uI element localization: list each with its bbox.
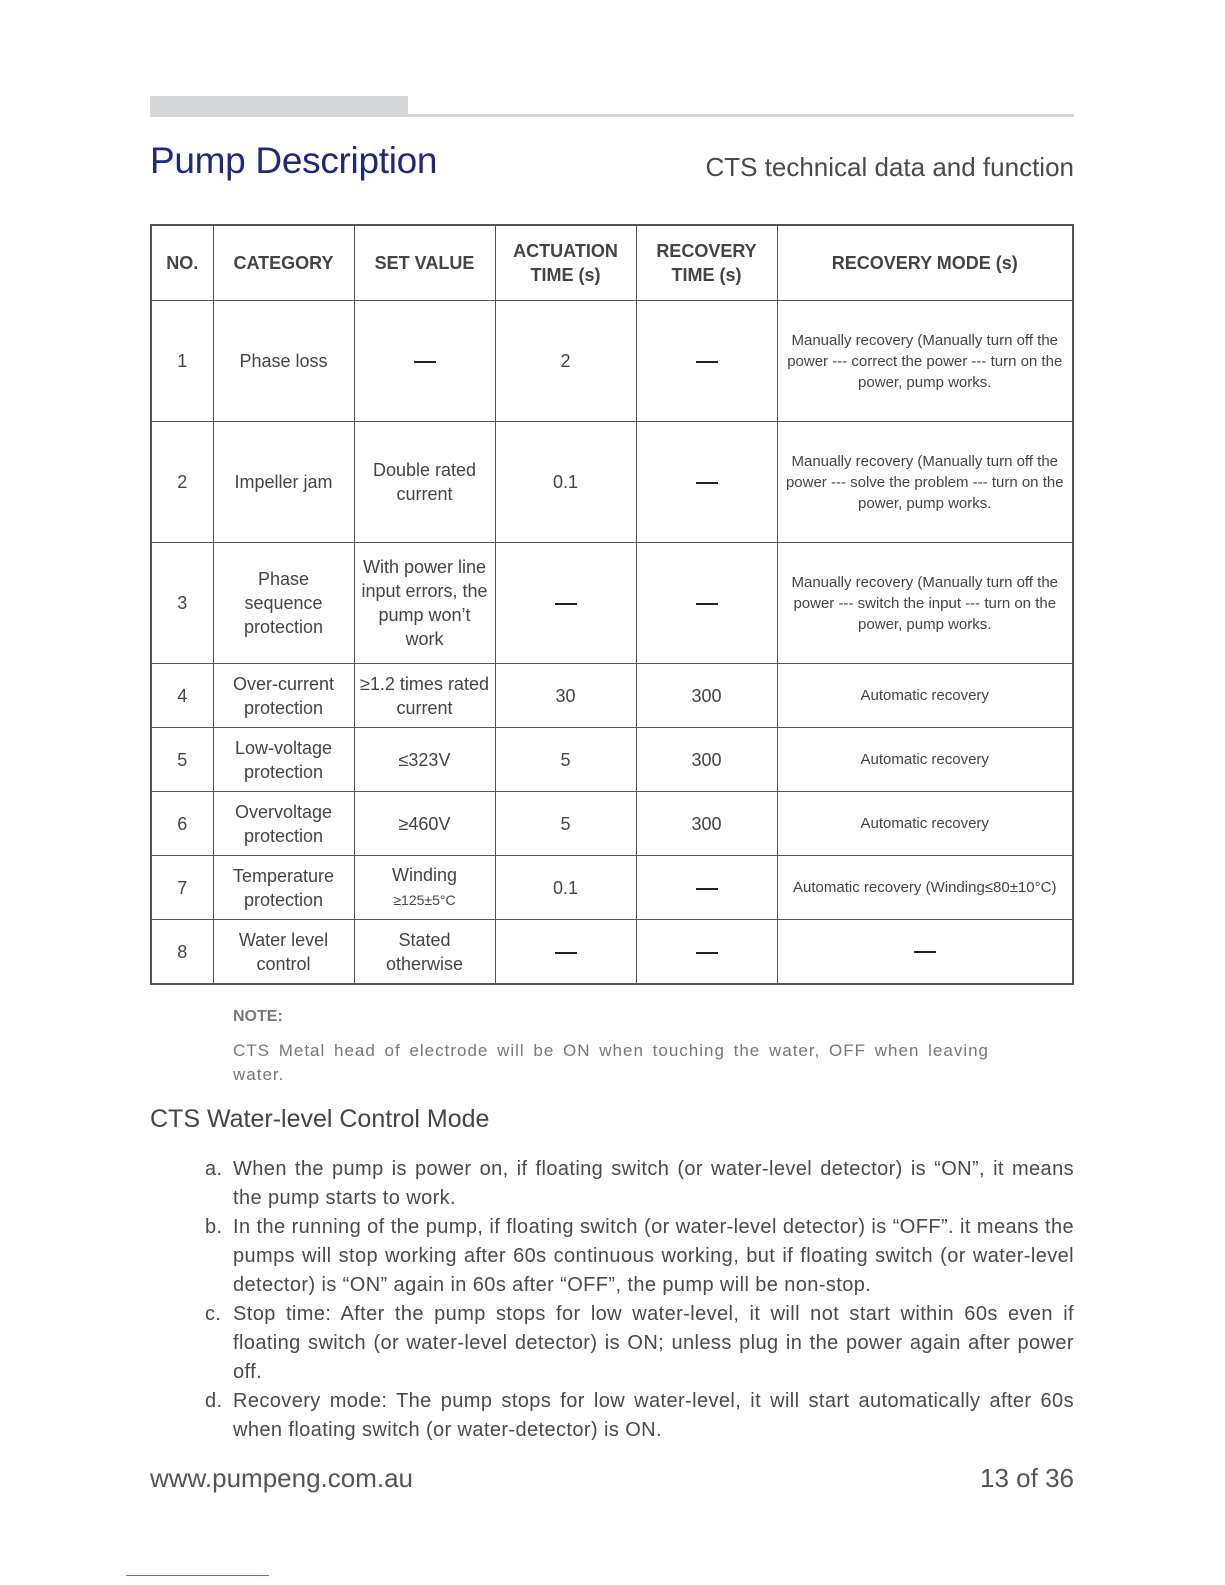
list-item [205, 1387, 1074, 1445]
list-item-text: Stop time: After the pump stops for low water-level, it will not start within 60s even if floating switch (or water-level detector) is ON; unless plug in the power again after power off. [233, 1303, 1074, 1383]
page-title: Pump Description [150, 140, 438, 181]
cell-category: Phase sequence protection [213, 543, 354, 664]
table-row [151, 728, 1073, 792]
cell-recovery-mode: Manually recovery (Manually turn off the power --- correct the power --- turn on the power, pump works. [777, 301, 1073, 422]
cell-set-value: With power line input errors, the pump won’t work [354, 543, 495, 664]
list-marker: a. [205, 1158, 223, 1180]
column-header-recovery-time: RECOVERY TIME (s) [636, 225, 777, 301]
page-number: 13 of 36 [980, 1463, 1074, 1493]
cell-actuation-time: 30 [495, 664, 636, 728]
dash-mark [555, 952, 577, 954]
cell-category: Impeller jam [213, 422, 354, 543]
list-marker: c. [205, 1303, 222, 1325]
cell-set-value [354, 856, 495, 920]
column-header-actuation-time: ACTUATION TIME (s) [495, 225, 636, 301]
bottom-underline [126, 1575, 269, 1576]
cell-no: 1 [151, 301, 213, 422]
table-row [151, 792, 1073, 856]
cell-recovery-time [636, 422, 777, 543]
list-item-text: In the running of the pump, if floating switch (or water-level detector) is “OFF”. it means the pumps will stop working after 60s continuous working, but if floating switch (or water-level detector) is “ON” again in 60s after “OFF”, the pump will be non-stop. [233, 1216, 1074, 1296]
cell-category: Over-current protection [213, 664, 354, 728]
cell-actuation-time: 5 [495, 728, 636, 792]
table-row [151, 422, 1073, 543]
set-value-line-2: ≥125±5°C [393, 892, 456, 908]
set-value-line-1: Winding [391, 865, 458, 885]
cell-recovery-time [636, 301, 777, 422]
cell-actuation-time [495, 543, 636, 664]
footer-website-link[interactable]: www.pumpeng.com.au [150, 1463, 414, 1493]
cell-set-value: Stated otherwise [354, 920, 495, 985]
cell-no: 6 [151, 792, 213, 856]
cell-no: 8 [151, 920, 213, 985]
list-item-text: Recovery mode: The pump stops for low water-level, it will start automatically after 60s when floating switch (or water-detector) is ON. [233, 1390, 1074, 1441]
cell-recovery-mode: Automatic recovery [777, 792, 1073, 856]
cell-actuation-time: 5 [495, 792, 636, 856]
cell-recovery-time: 300 [636, 792, 777, 856]
table-row [151, 301, 1073, 422]
dash-mark [555, 603, 577, 605]
section-heading: CTS Water-level Control Mode [150, 1105, 490, 1133]
column-header-set-value: SET VALUE [354, 225, 495, 301]
dash-mark [696, 952, 718, 954]
dash-mark [696, 603, 718, 605]
column-header-recovery-mode: RECOVERY MODE (s) [777, 225, 1073, 301]
cell-no: 2 [151, 422, 213, 543]
cell-recovery-mode: Automatic recovery (Winding≤80±10°C) [777, 856, 1073, 920]
cell-actuation-time: 0.1 [495, 856, 636, 920]
cell-recovery-mode: Automatic recovery [777, 728, 1073, 792]
table-row [151, 920, 1073, 985]
cell-recovery-time [636, 856, 777, 920]
control-mode-list [205, 1155, 1074, 1445]
cell-no: 3 [151, 543, 213, 664]
dash-mark [914, 951, 936, 953]
dash-mark [696, 888, 718, 890]
cell-category: Temperature protection [213, 856, 354, 920]
cell-no: 5 [151, 728, 213, 792]
list-marker: d. [205, 1390, 223, 1412]
header-accent-bar [150, 96, 408, 116]
cell-recovery-mode: Manually recovery (Manually turn off the power --- solve the problem --- turn on the power, pump works. [777, 422, 1073, 543]
cell-category: Overvoltage protection [213, 792, 354, 856]
cell-recovery-time: 300 [636, 728, 777, 792]
cell-actuation-time [495, 920, 636, 985]
cell-set-value: ≥460V [354, 792, 495, 856]
page-subtitle: CTS technical data and function [705, 152, 1074, 182]
dash-mark [696, 361, 718, 363]
list-item [205, 1213, 1074, 1300]
cell-no: 4 [151, 664, 213, 728]
cell-category: Water level control [213, 920, 354, 985]
cell-recovery-time [636, 920, 777, 985]
table-row [151, 664, 1073, 728]
table-header-row [151, 225, 1073, 301]
list-item [205, 1300, 1074, 1387]
cell-recovery-time [636, 543, 777, 664]
list-item-text: When the pump is power on, if floating switch (or water-level detector) is “ON”, it means the pump starts to work. [233, 1158, 1074, 1209]
cell-category: Phase loss [213, 301, 354, 422]
cell-actuation-time: 2 [495, 301, 636, 422]
protection-table [150, 224, 1074, 985]
note-text: CTS Metal head of electrode will be ON when touching the water, OFF when leaving water. [233, 1041, 989, 1084]
cell-set-value: ≥1.2 times rated current [354, 664, 495, 728]
cell-actuation-time: 0.1 [495, 422, 636, 543]
table-row [151, 856, 1073, 920]
dash-mark [696, 482, 718, 484]
cell-set-value [354, 301, 495, 422]
table-row [151, 543, 1073, 664]
cell-category: Low-voltage protection [213, 728, 354, 792]
header-rule [150, 114, 1074, 117]
cell-recovery-mode [777, 920, 1073, 985]
cell-recovery-time: 300 [636, 664, 777, 728]
cell-set-value: ≤323V [354, 728, 495, 792]
cell-recovery-mode: Automatic recovery [777, 664, 1073, 728]
cell-no: 7 [151, 856, 213, 920]
cell-set-value: Double rated current [354, 422, 495, 543]
list-item [205, 1155, 1074, 1213]
column-header-category: CATEGORY [213, 225, 354, 301]
dash-mark [414, 361, 436, 363]
column-header-no: NO. [151, 225, 213, 301]
list-marker: b. [205, 1216, 223, 1238]
cell-recovery-mode: Manually recovery (Manually turn off the power --- switch the input --- turn on the power, pump works. [777, 543, 1073, 664]
note-heading: NOTE: [233, 1008, 283, 1025]
